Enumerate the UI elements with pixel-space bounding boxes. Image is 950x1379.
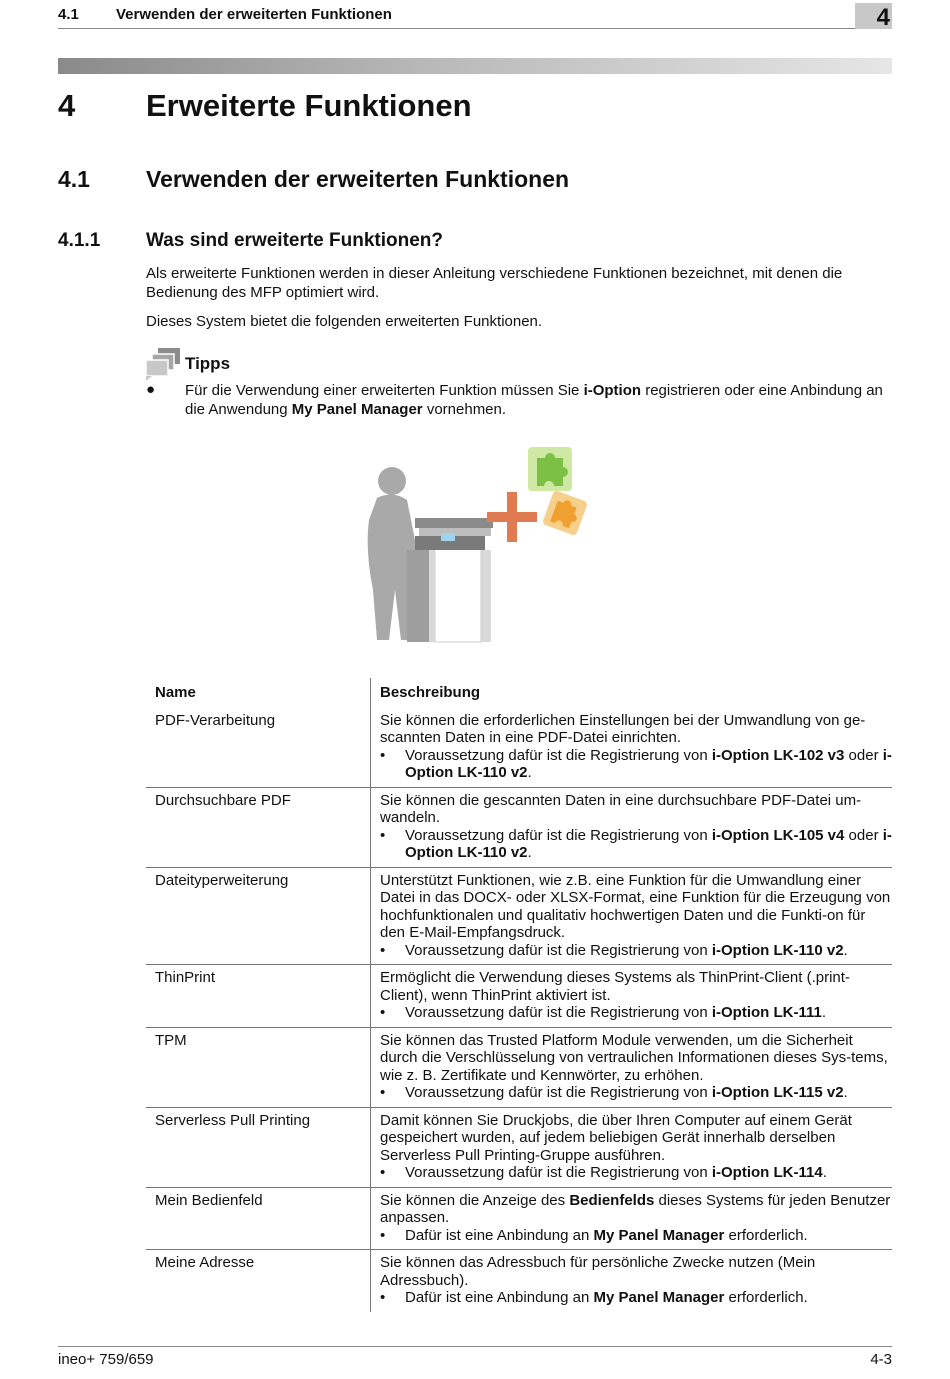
intro-paragraph-1: Als erweiterte Funktionen werden in dieser Anleitung verschiedene Funktionen bezeichnet, mit denen die Bedienung des MFP optimiert wird. xyxy=(146,265,843,301)
requirement-text xyxy=(405,1084,848,1102)
bold-part: i-Option LK-110 v2 xyxy=(405,746,892,781)
function-description xyxy=(371,1027,893,1107)
subsection-heading xyxy=(58,230,443,252)
bold-part: i-Option LK-110 v2 xyxy=(711,941,844,959)
text-part: Voraussetzung dafür ist die Registrierung von xyxy=(405,826,712,844)
tips-text xyxy=(185,381,895,419)
requirement-bullet xyxy=(380,1004,892,1022)
bullet-mark: • xyxy=(380,1164,386,1181)
subsection-heading-title: Was sind erweiterte Funktionen? xyxy=(146,230,444,251)
orange-puzzle-icon xyxy=(542,490,588,536)
section-heading-number: 4.1 xyxy=(58,166,90,192)
text-part: Voraussetzung dafür ist die Registrierung von xyxy=(405,1004,712,1021)
function-name: Dateityperweiterung xyxy=(146,867,371,965)
tips-text-bold: My Panel Manager xyxy=(291,401,423,418)
text-part: Dafür ist eine Anbindung an xyxy=(405,1226,594,1244)
description-text xyxy=(380,1192,892,1227)
text-part: Sie können die Anzeige des xyxy=(380,1191,570,1209)
function-description xyxy=(371,787,893,867)
functions-table xyxy=(146,678,892,1312)
function-description xyxy=(371,708,893,788)
text-part: Dafür ist eine Anbindung an xyxy=(405,1289,594,1306)
text-part: oder xyxy=(844,826,883,844)
bold-part: i-Option LK-115 v2 xyxy=(711,1084,844,1101)
requirement-bullet xyxy=(380,1227,892,1245)
requirement-bullet xyxy=(380,942,892,960)
requirement-bullet xyxy=(380,1084,892,1102)
bullet-mark: • xyxy=(380,1084,386,1101)
text-part: oder xyxy=(844,746,883,764)
description-text: Sie können die gescannten Daten in eine durchsuchbare PDF-Datei um-wandeln. xyxy=(380,791,862,826)
tips-text-part: vornehmen. xyxy=(422,401,507,418)
requirement-bullet xyxy=(380,747,892,782)
text-part: Voraussetzung dafür ist die Registrierung von xyxy=(405,1164,712,1181)
table-row xyxy=(146,787,892,867)
text-part: erforderlich. xyxy=(724,1226,808,1244)
function-description xyxy=(371,1107,893,1187)
bullet-mark: • xyxy=(380,941,386,959)
text-part: Voraussetzung dafür ist die Registrierung von xyxy=(405,941,712,959)
section-heading-title: Verwenden der erweiterten Funktionen xyxy=(146,166,570,192)
text-part: . xyxy=(821,1004,827,1021)
text-part: erforderlich. xyxy=(724,1289,808,1306)
table-row xyxy=(146,708,892,788)
running-header-title: Verwenden der erweiterten Funktionen xyxy=(116,6,392,23)
column-header-description: Beschreibung xyxy=(380,684,481,701)
running-header xyxy=(58,6,392,23)
chapter-tab xyxy=(855,3,892,29)
green-puzzle-icon xyxy=(528,447,572,491)
tips-title: Tipps xyxy=(185,354,231,373)
function-name: Meine Adresse xyxy=(146,1250,371,1312)
running-header-number: 4.1 xyxy=(58,6,79,23)
table-row xyxy=(146,867,892,965)
text-part: . xyxy=(822,1164,827,1181)
function-name: ThinPrint xyxy=(146,965,371,1028)
requirement-text xyxy=(405,1289,808,1307)
tips-icon xyxy=(144,346,184,382)
bold-part: i-Option LK-105 v4 xyxy=(711,826,845,844)
text-part: Voraussetzung dafür ist die Registrierung von xyxy=(405,1084,712,1101)
bullet-mark: • xyxy=(380,826,386,844)
tips-text-part: registrieren oder eine Anbindung an die Anwendung xyxy=(185,382,883,418)
intro-paragraph-2: Dieses System bietet die folgenden erweiterten Funktionen. xyxy=(146,313,543,330)
mfp-device xyxy=(407,518,493,642)
bullet-mark: • xyxy=(380,746,386,764)
plus-icon xyxy=(487,492,537,542)
header-rule xyxy=(58,28,892,29)
requirement-text xyxy=(405,1004,826,1022)
function-name: PDF-Verarbeitung xyxy=(146,708,371,788)
text-part: . xyxy=(843,941,848,959)
function-name: Serverless Pull Printing xyxy=(146,1107,371,1187)
function-name: Mein Bedienfeld xyxy=(146,1187,371,1250)
column-header-name: Name xyxy=(146,678,371,708)
requirement-bullet xyxy=(380,1289,892,1307)
table-header-row xyxy=(146,678,892,708)
bold-part: i-Option LK-110 v2 xyxy=(405,826,892,861)
function-name: TPM xyxy=(146,1027,371,1107)
description-text: Ermöglicht die Verwendung dieses Systems als ThinPrint-Client (.print-Client), wenn ThinPrint aktiviert ist. xyxy=(380,969,850,1004)
requirement-bullet xyxy=(380,1164,892,1182)
bold-part: i-Option LK-102 v3 xyxy=(711,746,845,764)
chapter-number: 4 xyxy=(876,4,890,31)
table-row xyxy=(146,965,892,1028)
bold-part: Bedienfelds xyxy=(569,1191,655,1209)
requirement-text xyxy=(405,1227,808,1245)
bold-part: My Panel Manager xyxy=(593,1226,725,1244)
section-heading xyxy=(58,166,569,193)
tips-text-part: Für die Verwendung einer erweiterten Funktion müssen Sie xyxy=(185,382,584,399)
footer-rule xyxy=(58,1346,892,1347)
table-row xyxy=(146,1250,892,1312)
chapter-gradient-bar xyxy=(58,58,892,74)
mfp-extension-illustration xyxy=(355,440,595,645)
requirement-text xyxy=(405,1164,827,1182)
requirement-bullet xyxy=(380,827,892,862)
requirement-text xyxy=(405,747,892,782)
footer-product: ineo+ 759/659 xyxy=(58,1351,154,1368)
text-part: . xyxy=(527,844,532,861)
text-part: . xyxy=(843,1084,848,1101)
tips-text-bold: i-Option xyxy=(583,382,642,399)
function-name: Durchsuchbare PDF xyxy=(146,787,371,867)
description-text: Damit können Sie Druckjobs, die über Ihren Computer auf einem Gerät gespeichert wurden, auf jedem beliebigen Gerät innerhalb derselben Serverless Pull Printing-Gruppe ausführen. xyxy=(380,1111,852,1164)
bold-part: i-Option LK-111 xyxy=(711,1004,822,1021)
function-description xyxy=(371,867,893,965)
text-part: . xyxy=(527,764,532,781)
subsection-heading-number: 4.1.1 xyxy=(58,230,101,251)
requirement-text xyxy=(405,942,848,960)
text-part: dieses Systems für jeden Benutzer anpassen. xyxy=(380,1191,891,1226)
bullet-mark: • xyxy=(380,1004,386,1021)
footer-page-number: 4-3 xyxy=(870,1351,892,1368)
description-text: Sie können das Trusted Platform Module verwenden, um die Sicherheit durch die Verschlüsselung von vertraulichen Informationen dieses Sys-tems, wie z. B. Zertifikate und Kennwörter, zu erhöhen. xyxy=(380,1031,888,1084)
bullet-mark: • xyxy=(380,1289,386,1306)
chapter-heading-title: Erweiterte Funktionen xyxy=(146,88,472,123)
chapter-heading xyxy=(58,88,472,124)
bold-part: i-Option LK-114 xyxy=(711,1164,823,1181)
bullet-mark: • xyxy=(380,1226,386,1244)
table-row xyxy=(146,1187,892,1250)
function-description xyxy=(371,1187,893,1250)
description-text: Sie können die erforderlichen Einstellungen bei der Umwandlung von ge-scannten Daten in eine PDF-Datei einrichten. xyxy=(380,711,866,746)
text-part: Voraussetzung dafür ist die Registrierung von xyxy=(405,746,712,764)
table-row xyxy=(146,1107,892,1187)
function-description xyxy=(371,1250,893,1312)
table-row xyxy=(146,1027,892,1107)
description-text: Sie können das Adressbuch für persönliche Zwecke nutzen (Mein Adressbuch). xyxy=(380,1254,816,1289)
requirement-text xyxy=(405,827,892,862)
description-text: Unterstützt Funktionen, wie z.B. eine Funktion für die Umwandlung einer Datei in das DOCX- oder XLSX-Format, eine Funktion für die Erzeugung von hochfunktionalen und qualitativ hochwertigen Daten und die Funkti-on für den E-Mail-Empfangsdruck. xyxy=(380,871,891,941)
chapter-heading-number: 4 xyxy=(58,88,76,123)
bold-part: My Panel Manager xyxy=(593,1289,725,1306)
tips-bullet: ● xyxy=(146,381,156,398)
function-description xyxy=(371,965,893,1028)
